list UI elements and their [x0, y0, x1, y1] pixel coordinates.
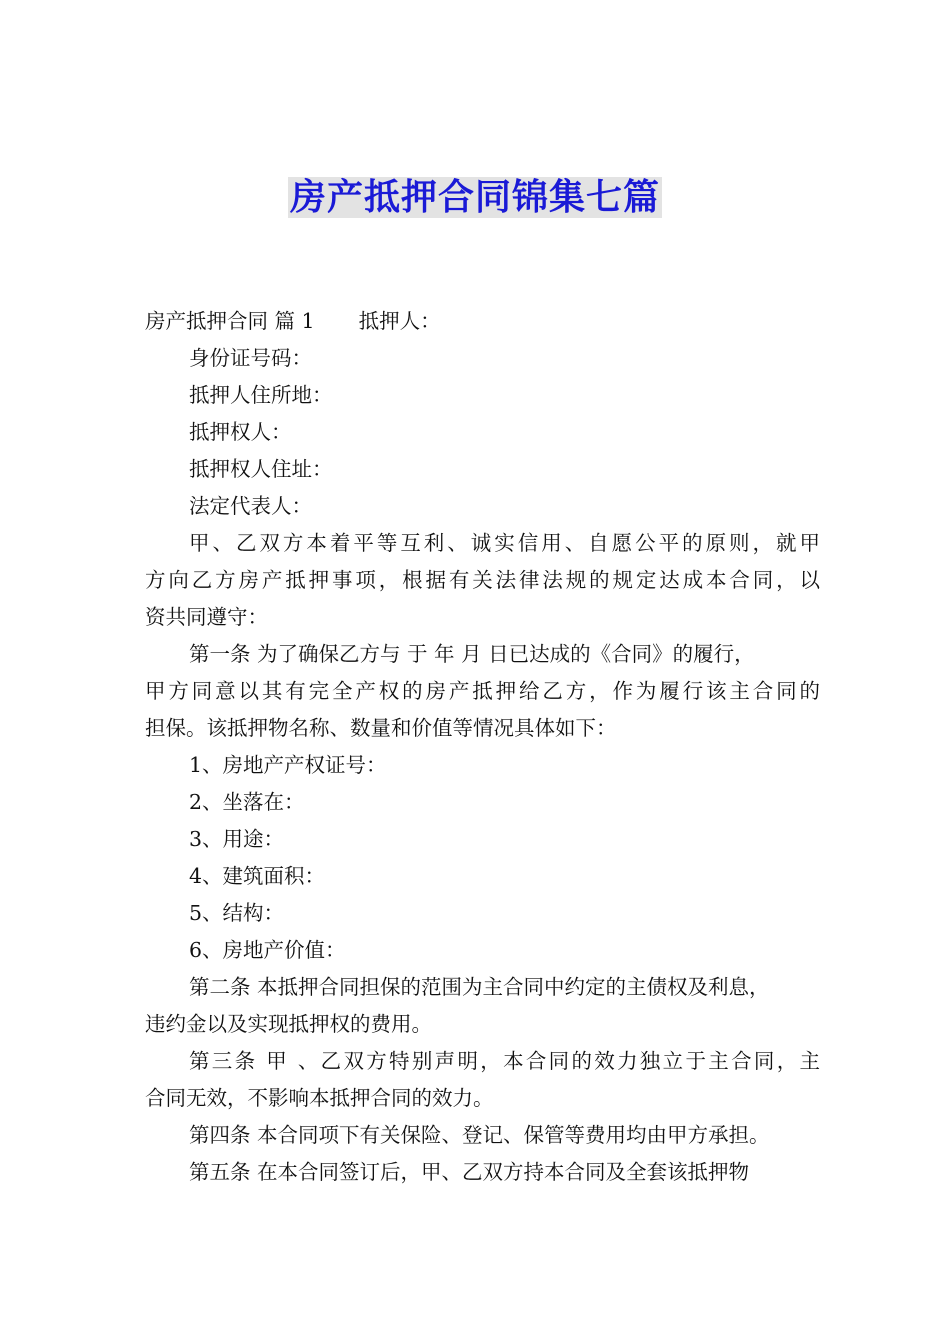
article2-line-1: 第二条 本抵押合同担保的范围为主合同中约定的主债权及利息， [189, 975, 770, 999]
list-item: 5、结构： [189, 901, 285, 925]
article3-line-1 [145, 1043, 820, 1080]
list-item: 3、用途： [189, 827, 285, 851]
document-body [145, 303, 820, 1191]
list-item: 1、房地产产权证号： [189, 753, 387, 777]
preamble-line-2-text: 方向乙方房产抵押事项，根据有关法律法规的规定达成本合同，以 [145, 568, 820, 592]
list-item: 2、坐落在： [189, 790, 305, 814]
document-title [0, 172, 950, 224]
field-mortgagor-address: 抵押人住所地： [189, 383, 333, 407]
article1-line-1: 第一条 为了确保乙方与 于 年 月 日已达成的《合同》的履行， [189, 642, 755, 666]
field-legal-rep: 法定代表人： [189, 494, 312, 518]
field-mortgagee: 抵押权人： [189, 420, 292, 444]
preamble-line-3: 资共同遵守： [145, 605, 268, 629]
field-id-number: 身份证号码： [189, 346, 312, 370]
article1-line-2-text: 甲方同意以其有完全产权的房产抵押给乙方，作为履行该主合同的 [145, 679, 820, 703]
list-item: 4、建筑面积： [189, 864, 326, 888]
list-item: 6、房地产价值： [189, 938, 346, 962]
document-title-text: 房产抵押合同锦集七篇 [289, 177, 660, 218]
article1-line-3: 担保。该抵押物名称、数量和价值等情况具体如下： [145, 716, 617, 740]
preamble-line-2 [145, 562, 820, 599]
article3-line-1-text: 第三条 甲 、乙双方特别声明，本合同的效力独立于主合同，主 [189, 1049, 820, 1073]
preamble-line-1-text: 甲、乙双方本着平等互利、诚实信用、自愿公平的原则，就甲 [189, 531, 820, 555]
preamble-line-1 [145, 525, 820, 562]
section-heading-line [145, 303, 820, 340]
article1-line-2 [145, 673, 820, 710]
section-heading: 房产抵押合同 篇 1 [145, 309, 315, 333]
field-mortgagee-address: 抵押权人住址： [189, 457, 333, 481]
article2-line-2: 违约金以及实现抵押权的费用。 [145, 1012, 432, 1036]
mortgagor-label: 抵押人： [358, 309, 441, 333]
article4-line-1: 第四条 本合同项下有关保险、登记、保管等费用均由甲方承担。 [189, 1123, 770, 1147]
article5-line-1: 第五条 在本合同签订后，甲、乙双方持本合同及全套该抵押物 [189, 1160, 750, 1184]
article3-line-2: 合同无效，不影响本抵押合同的效力。 [145, 1086, 494, 1110]
